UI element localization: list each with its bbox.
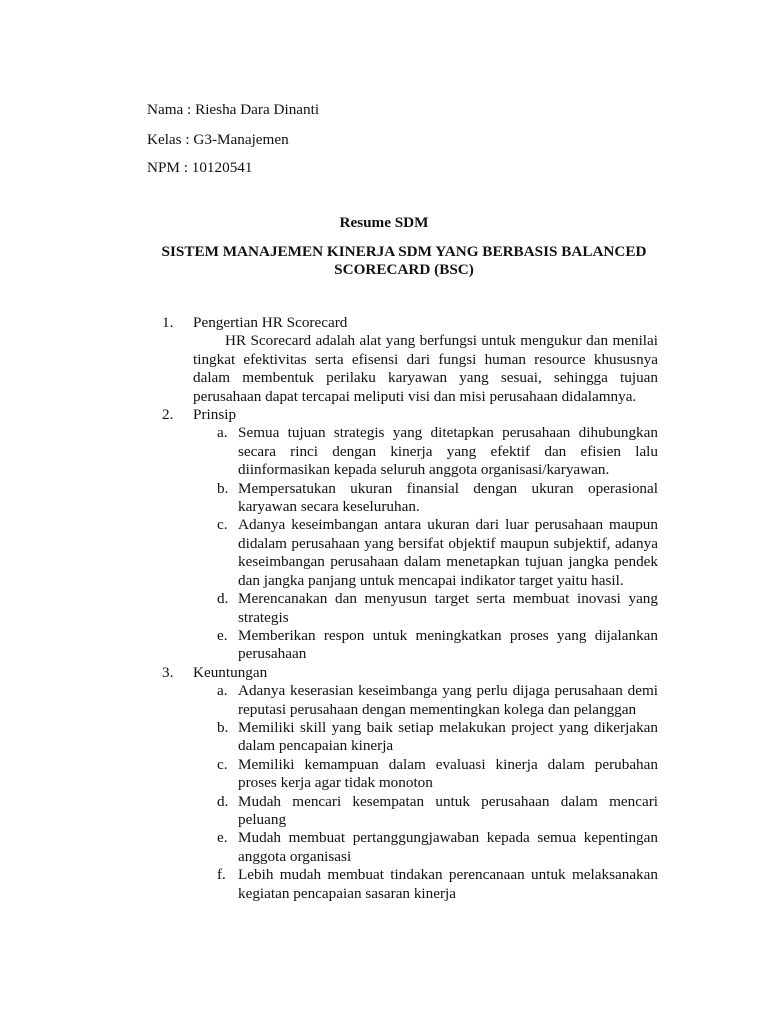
- list-item-text: Mempersatukan ukuran finansial dengan ukuran operasional karyawan secara keseluruhan.: [238, 479, 658, 516]
- list-item-letter: c.: [217, 516, 228, 534]
- list-item: [0, 424, 768, 479]
- section-number: 1.: [162, 314, 174, 331]
- student-npm: NPM : 10120541: [147, 159, 253, 176]
- list-item-letter: f.: [217, 866, 226, 884]
- section-title: Pengertian HR Scorecard: [193, 314, 348, 331]
- list-item: [0, 590, 768, 627]
- list-item-letter: c.: [217, 755, 228, 773]
- section-prinsip: [0, 406, 768, 664]
- document-subtitle: SISTEM MANAJEMEN KINERJA SDM YANG BERBASIS BALANCED SCORECARD (BSC): [161, 243, 647, 279]
- section-pengertian: [0, 314, 768, 406]
- section-title: Prinsip: [193, 406, 237, 424]
- list-item: [0, 829, 768, 866]
- list-item: [0, 719, 768, 756]
- list-item-letter: b.: [217, 718, 229, 736]
- list-item-text: Merencanakan dan menyusun target serta membuat inovasi yang strategis: [238, 590, 658, 626]
- student-class: Kelas : G3-Manajemen: [147, 131, 289, 148]
- list-item: [0, 756, 768, 793]
- list-item-text: Adanya keserasian keseimbanga yang perlu dijaga perusahaan demi reputasi perusahaan dengan mementingkan kolega dan pelanggan: [238, 682, 658, 718]
- section-keuntungan: [0, 664, 768, 903]
- list-item: [0, 866, 768, 903]
- student-name: Nama : Riesha Dara Dinanti: [147, 101, 320, 118]
- list-item: [0, 793, 768, 830]
- list-item: [0, 516, 768, 590]
- list-item-text: Lebih mudah membuat tindakan perencanaan untuk melaksanakan kegiatan pencapaian sasaran kinerja: [238, 866, 658, 902]
- list-item-letter: a.: [217, 424, 228, 442]
- list-item-text: Adanya keseimbangan antara ukuran dari luar perusahaan maupun didalam perusahaan yang bersifat objektif maupun subjektif, adanya keseimbangan perusahaan dalam menetapkan tujuan jangka pendek dan jangka panjang untuk mencapai indikator target yaitu hasil.: [238, 516, 658, 589]
- list-item-letter: e.: [217, 626, 228, 644]
- list-item: [0, 682, 768, 719]
- list-item: [0, 480, 768, 517]
- section-list: [0, 314, 768, 903]
- list-item-text: Mudah membuat pertanggungjawaban kepada semua kepentingan anggota organisasi: [238, 829, 658, 865]
- document-title: Resume SDM: [339, 214, 429, 231]
- list-item-text: Memberikan respon untuk meningkatkan proses yang dijalankan perusahaan: [238, 626, 658, 663]
- section-number: 3.: [162, 663, 174, 681]
- list-item-text: Memiliki skill yang baik setiap melakukan project yang dikerjakan dalam pencapaian kinerja: [238, 718, 658, 755]
- list-item-text: Memiliki kemampuan dalam evaluasi kinerja dalam perubahan proses kerja agar tidak monoton: [238, 755, 658, 792]
- section-number: 2.: [162, 406, 174, 424]
- list-item-text: Mudah mencari kesempatan untuk perusahaan dalam mencari peluang: [238, 792, 658, 828]
- section-paragraph: HR Scorecard adalah alat yang berfungsi untuk mengukur dan menilai tingkat efektivitas serta efisensi dari fungsi human resource khususnya dalam membentuk perilaku karyawan yang sesuai, sehingga tujuan perusahaan dapat tercapai meliputi visi dan misi perusahaan didalamnya.: [193, 332, 658, 405]
- list-item: [0, 627, 768, 664]
- list-item-text: Semua tujuan strategis yang ditetapkan perusahaan dihubungkan secara rinci dengan kinerja yang efektif dan efisien lalu diinformasikan kepada seluruh anggota organisasi/karyawan.: [238, 424, 658, 479]
- list-item-letter: b.: [217, 479, 229, 497]
- list-item-letter: d.: [217, 590, 229, 608]
- section-title: Keuntungan: [193, 663, 268, 681]
- list-item-letter: e.: [217, 829, 228, 847]
- list-item-letter: d.: [217, 792, 229, 810]
- list-item-letter: a.: [217, 682, 228, 700]
